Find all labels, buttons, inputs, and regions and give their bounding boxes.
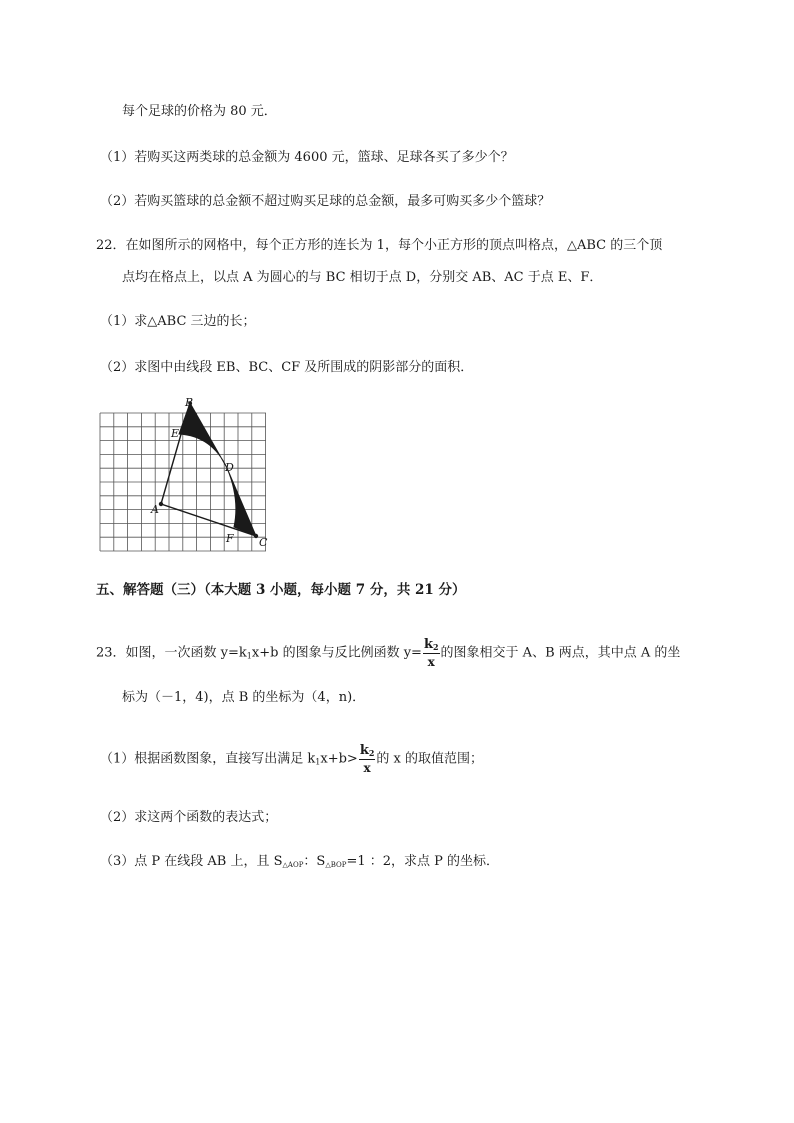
q23-text-b: x+b 的图象与反比例函数 y= [251,645,422,661]
q23-p1-c: 的 x 的取值范围； [376,751,484,767]
frac2-den: x [363,761,371,775]
q23-text-c: 的图象相交于 A、B 两点，其中点 A 的坐 [440,645,681,661]
fraction-k2-over-x-2 [359,744,376,774]
q22-part2: （2）求图中由线段 EB、BC、CF 及所围成的阴影部分的面积． [100,360,474,375]
fraction-k2-over-x [423,638,440,668]
q23-p1-b: x+b> [320,751,358,767]
frac2-num: k [359,743,369,758]
q21-part2: （2）若购买篮球的总金额不超过购买足球的总金额，最多可购买多少个篮球？ [100,194,551,209]
label-D: D [225,461,234,474]
q23-p3-sub1: △AOP [282,861,304,869]
frac2-num-sub: 2 [368,748,375,758]
frac-num: k [423,637,433,652]
q23-p1-a: （1）根据函数图象，直接写出满足 k [100,751,316,767]
q23-text-a: 23．如图，一次函数 y=k [96,645,247,661]
q21-part1: （1）若购买这两类球的总金额为 4600 元，篮球、足球各买了多少个？ [100,150,514,165]
q23-part1 [100,744,483,778]
point-A [159,502,163,506]
q23-p3-sub2: △BOP [325,861,347,869]
q23-p1-sub: 1 [315,757,321,767]
label-F: F [226,532,234,545]
q23-stem-line2: 标为（－1，4)，点 B 的坐标为（4，n)． [122,690,366,705]
q23-sub-k1: 1 [246,651,252,661]
q22-stem-line2: 点均在格点上，以点 A 为圆心的与 BC 相切于点 D，分别交 AB、AC 于点 E、F． [122,270,603,285]
frac-den: x [427,655,435,669]
section-heading-5: 五、解答题（三）（本大题 3 小题，每小题 7 分，共 21 分） [96,582,466,598]
label-C: C [259,536,268,549]
q23-stem-line1 [96,638,680,672]
q23-p3-a: （3）点 P 在线段 AB 上，且 S [100,854,283,869]
q23-p3-c: =1 ：2，求点 P 的坐标． [346,854,500,869]
point-C [254,534,258,538]
q22-stem-line1: 22．在如图所示的网格中，每个正方形的连长为 1，每个小正方形的顶点叫格点，△ABC 的三个顶 [96,238,663,253]
grid-figure [96,396,276,558]
label-B: B [185,396,194,409]
frac-num-sub: 2 [432,642,439,652]
q23-part2: （2）求这两个函数的表达式； [100,810,278,825]
label-A: A [151,503,159,516]
q23-part3 [100,852,499,875]
label-E: E [171,427,180,440]
q21-text-tail: 每个足球的价格为 80 元． [122,104,277,119]
q23-p3-b: ：S [303,854,326,869]
q22-part1: （1）求△ABC 三边的长； [100,314,256,329]
